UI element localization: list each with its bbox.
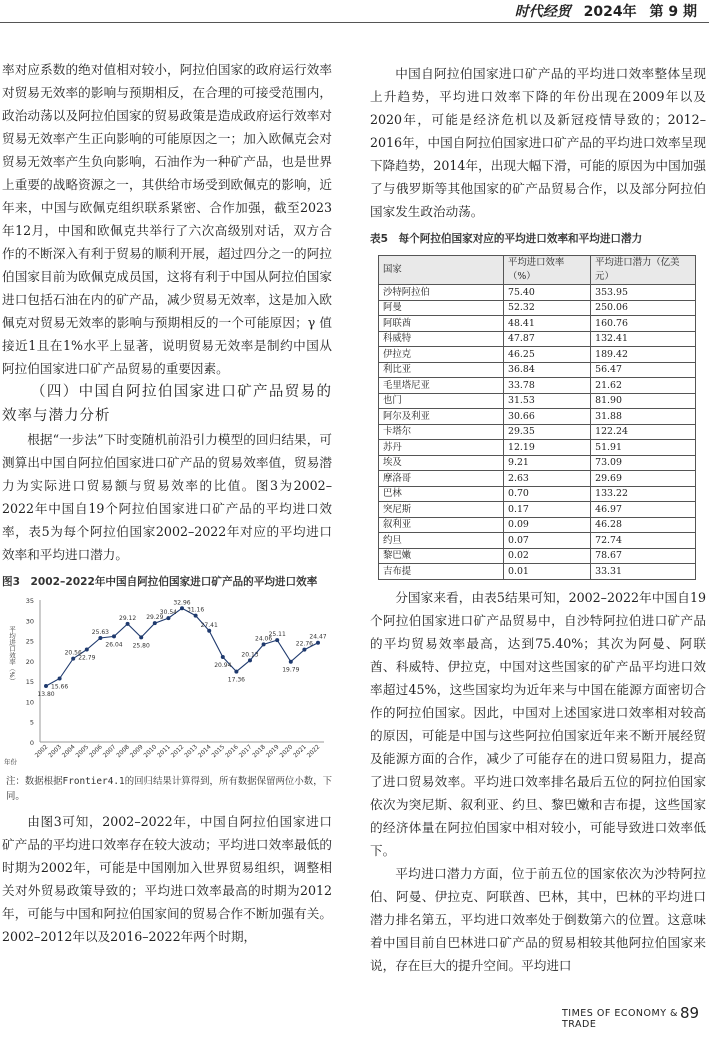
country-cell: 黎巴嫩 [379,548,504,564]
efficiency-cell: 12.19 [504,440,591,456]
paragraph: 中国自阿拉伯国家进口矿产品的平均进口效率整体呈现上升趋势，平均进口效率下降的年份出现在2009年以及2020年，可能是经济危机以及新冠疫情导致的；2012–2016年，中国自阿拉伯国家进口矿产品的平均进口效率呈现下降趋势，2014年，出现大幅下滑，可能的原因为中国加强了与俄罗斯等其他国家的矿产品贸易合作，以及部分阿拉伯国家发生政治动荡。 [370,66,706,219]
table-row [379,455,696,471]
efficiency-cell: 33.78 [504,378,591,394]
efficiency-cell: 47.87 [504,331,591,347]
data-point [58,676,62,680]
efficiency-line-chart [2,592,332,770]
data-point [234,670,238,674]
data-label: 15.66 [51,683,69,691]
paragraph: 分国家来看，由表5结果可知，2002–2022年中国自19个阿拉伯国家进口矿产品贸易中，自沙特阿拉伯进口矿产品的平均贸易效率最高，达到75.40%；其次为阿曼、阿联酋、科威特、伊拉克，中国对这些国家的矿产品平均进口效率超过45%，这些国家均为近年来与中国在能源方面密切合作的阿拉伯国家。因此，中国对上述国家进口效率相对较高的原因，可能是中国与这些阿拉伯国家近年来不断开展经贸及能源方面的合作，减少了可能存在的进口贸易阻力，提高了进口贸易效率。平均进口效率排名最后五位的阿拉伯国家依次为突尼斯、叙利亚、约旦、黎巴嫩和吉布提，这些国家的经济体量在阿拉伯国家中相对较小，可能导致进口效率低下。 [370,589,706,858]
x-tick-label: 2019 [264,743,281,760]
country-cell: 突尼斯 [379,502,504,518]
potential-cell: 46.97 [591,502,696,518]
x-tick-label: 2003 [47,743,64,760]
footer-brand: TIMES OF ECONOMY & TRADE [562,1008,678,1030]
x-tick-label: 2020 [278,743,295,760]
data-label: 13.80 [37,691,55,699]
table-row [379,393,696,409]
potential-cell: 33.31 [591,564,696,580]
data-point [180,606,184,610]
potential-cell: 250.06 [591,300,696,316]
efficiency-table [378,255,696,580]
y-tick-label: 10 [25,698,34,707]
potential-cell: 160.76 [591,316,696,332]
country-cell: 约旦 [379,533,504,549]
x-tick-label: 2015 [210,743,227,760]
paragraph: 由图3可知，2002–2022年，中国自阿拉伯国家进口矿产品的平均进口效率存在较大波动；平均进口效率最低的时期为2002年，可能是中国刚加入世界贸易组织，调整相关对外贸易政策导致的；平均进口效率最高的时期为2012年，可能与中国和阿拉伯国家间的贸易合作不断加强有关。2002–2012年以及2016–2022年两个时期， [2,814,332,944]
x-tick-label: 2012 [169,743,186,760]
country-cell: 阿联酋 [379,316,504,332]
data-label: 17.36 [227,676,245,684]
table-row [379,533,696,549]
x-tick-label: 2002 [33,743,50,760]
section-subheading: （四）中国自阿拉伯国家进口矿产品贸易的效率与潜力分析 [2,384,332,424]
y-tick-label: 15 [25,678,34,687]
potential-cell: 46.28 [591,517,696,533]
data-point [71,657,75,661]
data-label: 24.06 [255,635,273,643]
potential-cell: 78.67 [591,548,696,564]
efficiency-cell: 0.02 [504,548,591,564]
data-label: 20.13 [241,651,259,659]
country-cell: 科威特 [379,331,504,347]
figure-note: 注：数据根据Frontier4.1的回归结果计算得到，所有数据保留两位小数，下同。 [6,776,332,802]
efficiency-cell: 29.35 [504,424,591,440]
page-number: 89 [680,1004,700,1022]
efficiency-series-line [46,608,318,686]
table-row [379,564,696,580]
data-label: 29.12 [119,614,137,622]
y-tick-label: 20 [25,657,34,666]
x-tick-label: 2016 [224,743,240,760]
potential-cell: 81.90 [591,393,696,409]
efficiency-cell: 0.17 [504,502,591,518]
data-point [153,621,157,625]
potential-cell: 72.74 [591,533,696,549]
header-info [507,1,697,21]
country-cell: 也门 [379,393,504,409]
data-point [44,684,48,688]
data-label: 22.76 [295,640,313,648]
x-tick-label: 2017 [237,743,254,760]
data-label: 26.04 [105,641,123,649]
data-label: 20.56 [64,649,82,657]
efficiency-cell: 0.09 [504,517,591,533]
country-cell: 沙特阿拉伯 [379,285,504,301]
table-title: 表5 每个阿拉伯国家对应的平均进口效率和平均进口潜力 [370,233,643,245]
table-row [379,316,696,332]
column-header: 平均进口潜力（亿美元） [591,256,696,285]
paragraph: 率对应系数的绝对值相对较小，阿拉伯国家的政府运行效率对贸易无效率的影响与预期相反，在合理的可接受范围内，政治动荡以及阿拉伯国家的贸易政策是造成政府运行效率对贸易无效率产生正向影响的可能原因之一；加入欧佩克会对贸易无效率产生负向影响，石油作为一种矿产品，也是世界上重要的战略资源之一，其供给市场受到欧佩克的影响，近年来，中国与欧佩克组织联系紧密、合作加强，截至2023年12月，中国和欧佩克共举行了六次高级别对话，双方合作的不断深入有利于贸易的顺利开展，超过四分之一的阿拉伯国家目前为欧佩克成员国，这将有利于中国从阿拉伯国家进口包括石油在内的矿产品，减少贸易无效率，这是加入欧佩克对贸易无效率的影响与预期相反的一个可能原因；γ 值接近1且在1%水平上显著，说明贸易无效率是制约中国从阿拉伯国家进口矿产品贸易的重要因素。 [2,62,332,376]
data-point [302,648,306,652]
country-cell: 阿曼 [379,300,504,316]
efficiency-cell: 9.21 [504,455,591,471]
issue-year: 2024年 [583,4,637,20]
data-label: 20.94 [214,662,232,670]
x-tick-label: 2010 [142,743,159,760]
y-tick-label: 25 [25,637,34,646]
country-cell: 吉布提 [379,564,504,580]
y-tick-label: 5 [29,718,34,727]
table-row [379,362,696,378]
potential-cell: 133.22 [591,486,696,502]
potential-cell: 51.91 [591,440,696,456]
table-row [379,347,696,363]
efficiency-cell: 0.07 [504,533,591,549]
country-cell: 摩洛哥 [379,471,504,487]
data-point [275,638,279,642]
paragraph: 平均进口潜力方面，位于前五位的国家依次为沙特阿拉伯、阿曼、伊拉克、阿联酋、巴林，其中，巴林的平均进口潜力排名第五，平均进口效率处于倒数第六的位置。这意味着中国目前自巴林进口矿产品的贸易相较其他阿拉伯国家来说，存在巨大的提升空间。平均进口 [370,865,706,973]
x-tick-label: 2011 [156,743,172,760]
data-point [194,614,198,618]
y-tick-label: 0 [29,739,34,747]
efficiency-cell: 30.66 [504,409,591,425]
data-point [112,634,116,638]
table-row [379,409,696,425]
data-point [85,648,89,652]
country-cell: 伊拉克 [379,347,504,363]
x-axis-title: 年份 [4,758,17,766]
data-point [316,641,320,645]
x-tick-label: 2008 [115,743,132,760]
data-label: 27.41 [200,621,218,629]
x-tick-label: 2018 [251,743,268,760]
data-point [166,616,170,620]
column-header: 国家 [379,256,504,285]
figure-title: 图3 2002–2022年中国自阿拉伯国家进口矿产品的平均进口效率 [2,576,318,588]
x-tick-label: 2005 [74,743,91,760]
table-row [379,471,696,487]
right-column [370,62,706,977]
journal-title: 时代经贸 [514,4,571,20]
country-cell: 叙利亚 [379,517,504,533]
x-tick-label: 2007 [101,743,118,760]
efficiency-cell: 0.01 [504,564,591,580]
table-row [379,424,696,440]
table-row [379,486,696,502]
efficiency-cell: 75.40 [504,285,591,301]
efficiency-cell: 52.32 [504,300,591,316]
potential-cell: 122.24 [591,424,696,440]
data-point [98,636,102,640]
x-tick-label: 2009 [128,743,145,760]
country-cell: 巴林 [379,486,504,502]
x-tick-label: 2006 [88,743,104,760]
y-tick-label: 35 [25,597,34,605]
data-label: 25.11 [268,631,286,639]
efficiency-cell: 31.53 [504,393,591,409]
efficiency-cell: 0.70 [504,486,591,502]
data-point [248,658,252,662]
data-label: 25.80 [132,642,150,650]
efficiency-cell: 48.41 [504,316,591,332]
y-axis-title: 平均进口效率（%） [8,626,16,685]
data-label: 30.54 [159,609,177,617]
country-cell: 苏丹 [379,440,504,456]
country-cell: 利比亚 [379,362,504,378]
data-label: 29.29 [146,614,164,622]
x-tick-label: 2014 [196,743,213,760]
data-label: 25.63 [91,629,109,637]
page-header [0,0,709,23]
potential-cell: 353.95 [591,285,696,301]
data-label: 22.79 [78,654,96,662]
country-cell: 卡塔尔 [379,424,504,440]
potential-cell: 21.62 [591,378,696,394]
country-cell: 毛里塔尼亚 [379,378,504,394]
potential-cell: 132.41 [591,331,696,347]
efficiency-cell: 36.84 [504,362,591,378]
data-label: 19.79 [282,666,300,674]
potential-cell: 189.42 [591,347,696,363]
country-cell: 埃及 [379,455,504,471]
data-point [207,629,211,633]
table-row [379,502,696,518]
x-tick-label: 2021 [292,743,308,760]
table-row [379,517,696,533]
table-row [379,548,696,564]
potential-cell: 73.09 [591,455,696,471]
data-label: 24.47 [309,633,327,641]
potential-cell: 29.69 [591,471,696,487]
x-tick-label: 2004 [60,743,77,760]
data-point [289,660,293,664]
country-cell: 阿尔及利亚 [379,409,504,425]
y-tick-label: 30 [25,617,34,626]
issue-number: 第 9 期 [649,4,697,20]
efficiency-cell: 46.25 [504,347,591,363]
potential-cell: 56.47 [591,362,696,378]
potential-cell: 31.88 [591,409,696,425]
table-row [379,378,696,394]
column-header: 平均进口效率（%） [504,256,591,285]
table-row [379,440,696,456]
x-tick-label: 2022 [305,743,322,760]
data-point [126,622,130,626]
table-header-row [379,256,696,285]
data-point [139,635,143,639]
x-tick-label: 2013 [183,743,200,760]
table-row [379,285,696,301]
table-row [379,300,696,316]
data-label: 31.16 [187,606,205,614]
data-point [221,655,225,659]
paragraph: 根据“一步法”下时变随机前沿引力模型的回归结果，可测算出中国自阿拉伯国家进口矿产品的贸易效率值，贸易潜力为实际进口贸易额与贸易效率的比值。图3为2002–2022年中国自19个阿拉伯国家进口矿产品的平均进口效率，表5为每个阿拉伯国家2002–2022年对应的平均进口效率和平均进口潜力。 [2,432,332,562]
efficiency-cell: 2.63 [504,471,591,487]
left-column [2,58,332,948]
data-label: 32.96 [173,599,191,607]
data-point [262,642,266,646]
table-row [379,331,696,347]
